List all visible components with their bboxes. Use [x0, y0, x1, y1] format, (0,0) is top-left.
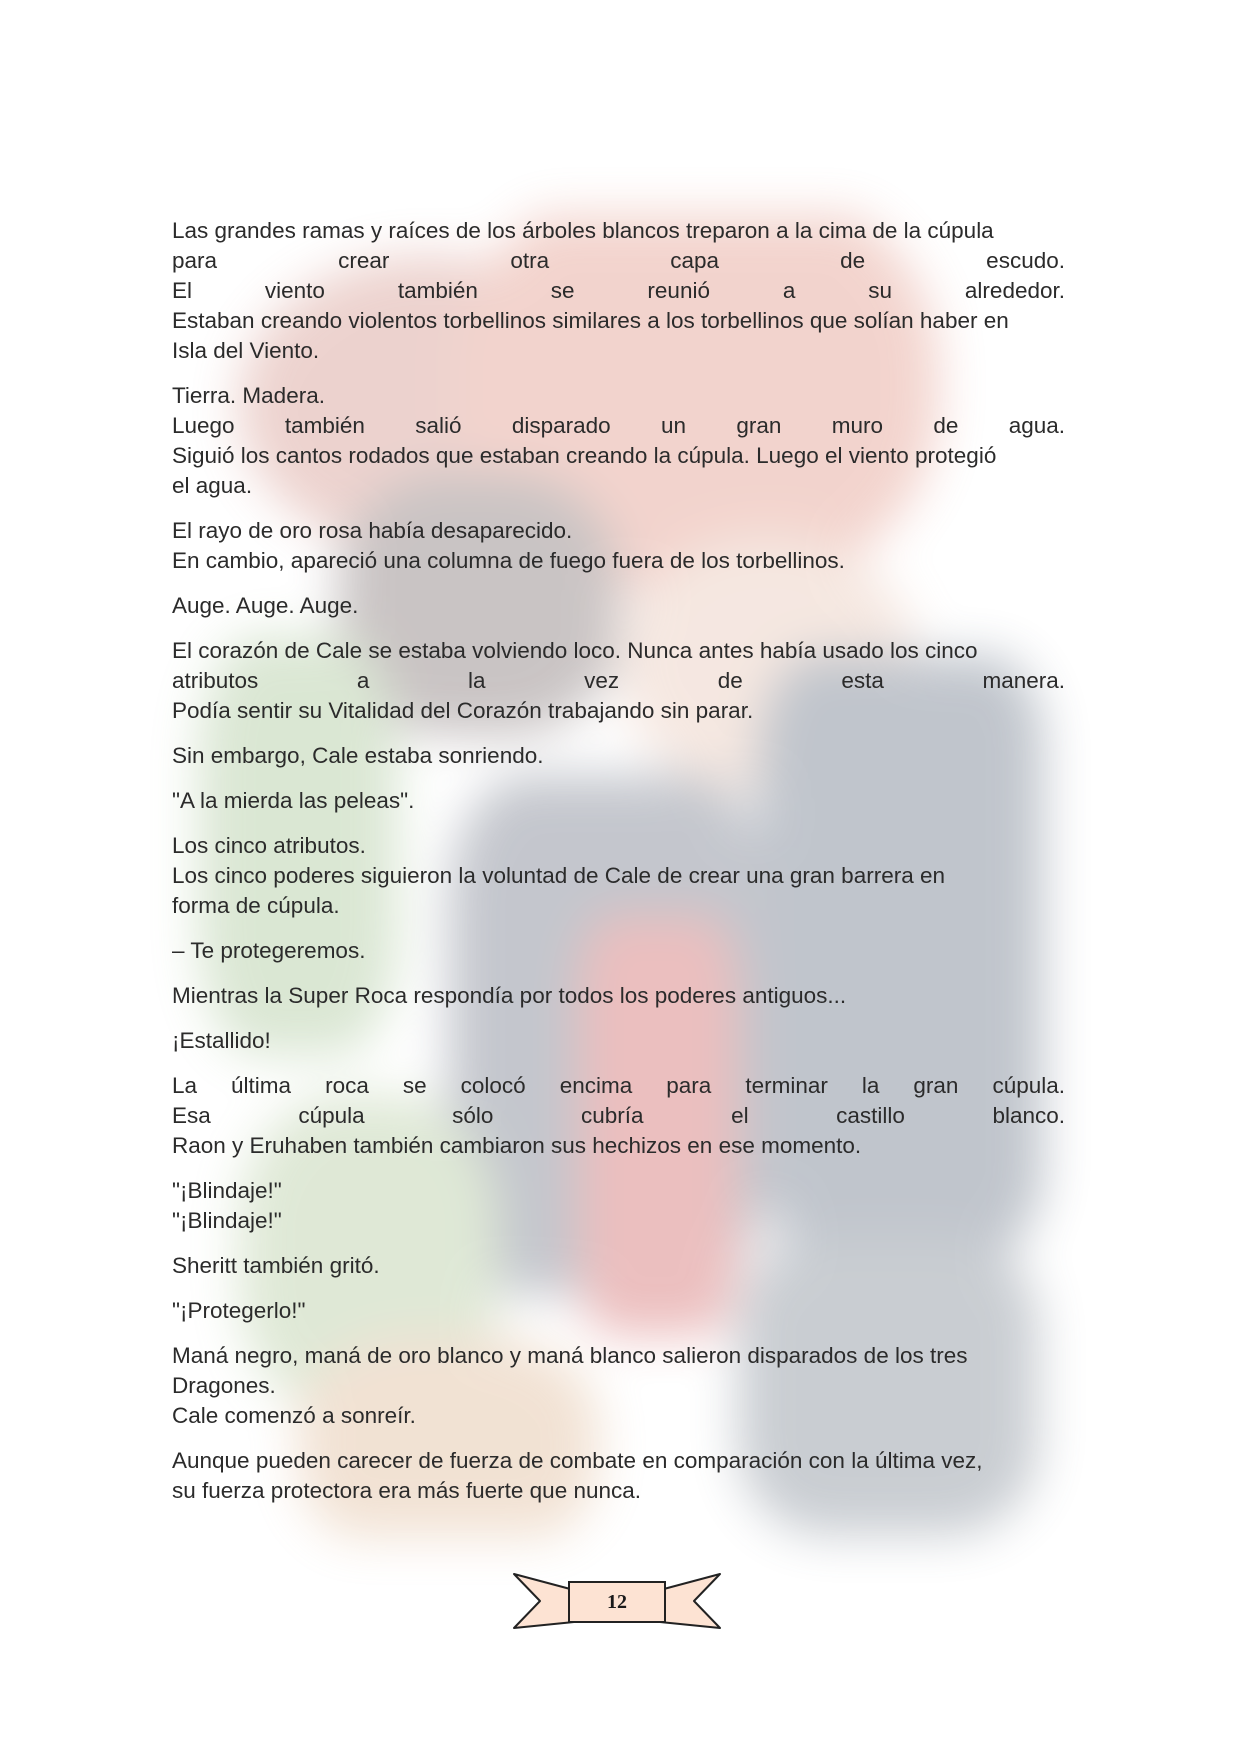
text-line: Estaban creando violentos torbellinos similares a los torbellinos que solían haber en	[172, 308, 1009, 333]
text-line: para crear otra capa de escudo.	[172, 248, 1065, 273]
paragraph	[172, 1026, 1065, 1056]
paragraph	[172, 1251, 1065, 1281]
paragraph	[172, 216, 1065, 366]
text-line: "¡Protegerlo!"	[172, 1298, 306, 1323]
text-line: El viento también se reunió a su alrededor.	[172, 278, 1065, 303]
text-line: Mientras la Super Roca respondía por todos los poderes antiguos...	[172, 983, 847, 1008]
text-line: el agua.	[172, 473, 253, 498]
text-line: Tierra. Madera.	[172, 383, 325, 408]
text-line: Auge. Auge. Auge.	[172, 593, 359, 618]
paragraph	[172, 1176, 1065, 1236]
page-number: 12	[607, 1591, 627, 1613]
paragraph	[172, 591, 1065, 621]
text-line: Siguió los cantos rodados que estaban creando la cúpula. Luego el viento protegió	[172, 443, 997, 468]
paragraph	[172, 1071, 1065, 1161]
paragraph	[172, 1446, 1065, 1506]
paragraph	[172, 831, 1065, 921]
paragraph	[172, 381, 1065, 501]
paragraph	[172, 1296, 1065, 1326]
text-line: Raon y Eruhaben también cambiaron sus hechizos en ese momento.	[172, 1133, 862, 1158]
text-line: Aunque pueden carecer de fuerza de combate en comparación con la última vez,	[172, 1448, 983, 1473]
text-line: Maná negro, maná de oro blanco y maná blanco salieron disparados de los tres	[172, 1343, 968, 1368]
text-line: Esa cúpula sólo cubría el castillo blanco.	[172, 1103, 1065, 1128]
text-line: La última roca se colocó encima para terminar la gran cúpula.	[172, 1073, 1065, 1098]
text-line: "¡Blindaje!"	[172, 1178, 282, 1203]
text-line: Las grandes ramas y raíces de los árboles blancos treparon a la cima de la cúpula	[172, 218, 994, 243]
text-line: Isla del Viento.	[172, 338, 320, 363]
text-line: ¡Estallido!	[172, 1028, 271, 1053]
text-line: Luego también salió disparado un gran muro de agua.	[172, 413, 1065, 438]
paragraph	[172, 516, 1065, 576]
text-line: forma de cúpula.	[172, 893, 340, 918]
text-line: "¡Blindaje!"	[172, 1208, 282, 1233]
text-line: En cambio, apareció una columna de fuego fuera de los torbellinos.	[172, 548, 845, 573]
text-line: Sheritt también gritó.	[172, 1253, 380, 1278]
paragraph	[172, 981, 1065, 1011]
text-line: Sin embargo, Cale estaba sonriendo.	[172, 743, 544, 768]
text-line: su fuerza protectora era más fuerte que nunca.	[172, 1478, 642, 1503]
text-line: El corazón de Cale se estaba volviendo loco. Nunca antes había usado los cinco	[172, 638, 978, 663]
text-line: Los cinco atributos.	[172, 833, 366, 858]
text-line: – Te protegeremos.	[172, 938, 366, 963]
text-line: Cale comenzó a sonreír.	[172, 1403, 416, 1428]
paragraph	[172, 786, 1065, 816]
chapter-text	[172, 216, 1065, 1521]
paragraph	[172, 1341, 1065, 1431]
paragraph	[172, 936, 1065, 966]
text-line: Podía sentir su Vitalidad del Corazón trabajando sin parar.	[172, 698, 754, 723]
text-line: Los cinco poderes siguieron la voluntad de Cale de crear una gran barrera en	[172, 863, 945, 888]
text-line: El rayo de oro rosa había desaparecido.	[172, 518, 573, 543]
paragraph	[172, 636, 1065, 726]
text-line: Dragones.	[172, 1373, 276, 1398]
text-line: "A la mierda las peleas".	[172, 788, 415, 813]
paragraph	[172, 741, 1065, 771]
page-number-ribbon	[512, 1572, 722, 1632]
text-line: atributos a la vez de esta manera.	[172, 668, 1065, 693]
